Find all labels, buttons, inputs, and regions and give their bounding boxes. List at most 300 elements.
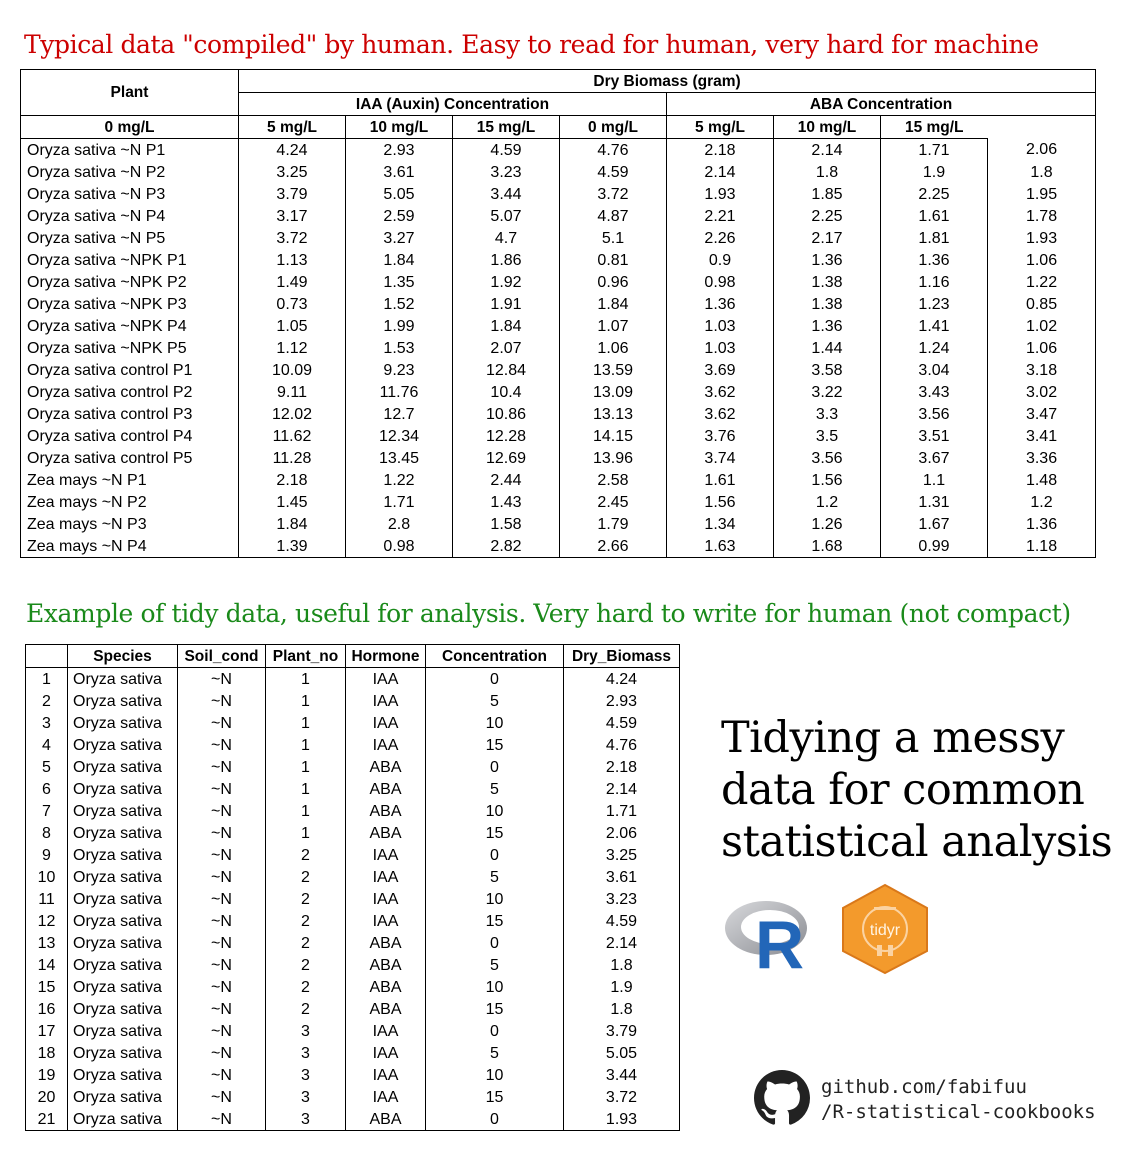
species-cell: Oryza sativa — [68, 690, 178, 712]
plant-name-cell: Zea mays ~N P2 — [21, 491, 239, 513]
biomass-value-cell: 3.56 — [881, 403, 988, 425]
biomass-value-cell: 1.36 — [881, 249, 988, 271]
plant-name-cell: Zea mays ~N P1 — [21, 469, 239, 491]
plant-no-cell: 3 — [266, 1042, 346, 1064]
plant-name-cell: Oryza sativa control P5 — [21, 447, 239, 469]
biomass-value-cell: 1.95 — [1025, 185, 1058, 203]
biomass-value-cell: 1.1 — [881, 469, 988, 491]
tidy-data-table — [25, 644, 680, 1131]
biomass-value-cell: 4.87 — [560, 205, 667, 227]
species-cell: Oryza sativa — [68, 888, 178, 910]
soil-cond-cell: ~N — [178, 800, 266, 822]
biomass-value-cell: 0.85 — [1025, 295, 1058, 313]
row-index-cell: 9 — [26, 844, 68, 866]
row-index-cell: 4 — [26, 734, 68, 756]
biomass-value-cell: 2.06 — [1025, 141, 1058, 159]
hormone-cell: IAA — [346, 844, 426, 866]
biomass-value-cell: 1.61 — [881, 205, 988, 227]
biomass-value-cell: 3.72 — [560, 183, 667, 205]
tagline — [721, 712, 1112, 868]
soil-cond-cell: ~N — [178, 756, 266, 778]
biomass-value-cell: 0.73 — [239, 293, 346, 315]
concentration-cell: 15 — [426, 910, 564, 932]
github-link[interactable] — [821, 1075, 1096, 1125]
plant-no-cell: 2 — [266, 954, 346, 976]
tidy-data-heading: Example of tidy data, useful for analysis. Very hard to write for human (not compact) — [26, 599, 1071, 628]
biomass-value-cell: 1.49 — [239, 271, 346, 293]
biomass-value-cell: 1.36 — [667, 293, 774, 315]
hormone-cell: ABA — [346, 976, 426, 998]
hormone-cell: IAA — [346, 866, 426, 888]
biomass-value-cell: 1.85 — [774, 183, 881, 205]
table-row — [26, 1086, 680, 1108]
biomass-value-cell: 1.03 — [667, 337, 774, 359]
biomass-value-cell: 1.36 — [774, 315, 881, 337]
soil-cond-cell: ~N — [178, 734, 266, 756]
table-row — [21, 139, 1096, 162]
table-row — [21, 513, 1096, 535]
biomass-value-cell: 2.07 — [453, 337, 560, 359]
biomass-value-cell: 14.15 — [560, 425, 667, 447]
plant-name-cell: Zea mays ~N P4 — [21, 535, 239, 558]
table-row — [21, 381, 1096, 403]
biomass-value-cell: 2.45 — [560, 491, 667, 513]
tagline-line-3: statistical analysis — [721, 817, 1113, 867]
plant-no-cell: 2 — [266, 976, 346, 998]
biomass-value-cell: 1.78 — [1025, 207, 1058, 225]
concentration-cell: 0 — [426, 932, 564, 954]
tidy-column-header: Soil_cond — [178, 645, 266, 668]
concentration-cell: 10 — [426, 800, 564, 822]
plant-name-cell: Oryza sativa ~N P2 — [21, 161, 239, 183]
biomass-value-cell: 13.45 — [346, 447, 453, 469]
biomass-value-cell: 3.61 — [346, 161, 453, 183]
row-index-cell: 18 — [26, 1042, 68, 1064]
concentration-cell: 10 — [426, 712, 564, 734]
table-row — [21, 535, 1096, 558]
hormone-cell: ABA — [346, 998, 426, 1020]
biomass-value-cell: 12.34 — [346, 425, 453, 447]
soil-cond-cell: ~N — [178, 998, 266, 1020]
table-row — [21, 315, 1096, 337]
plant-name-cell: Oryza sativa ~NPK P2 — [21, 271, 239, 293]
plant-name-cell: Oryza sativa control P4 — [21, 425, 239, 447]
species-cell: Oryza sativa — [68, 800, 178, 822]
soil-cond-cell: ~N — [178, 866, 266, 888]
tidy-column-header: Dry_Biomass — [564, 645, 680, 668]
biomass-value-cell: 3.51 — [881, 425, 988, 447]
dry-biomass-cell: 1.9 — [610, 978, 633, 996]
hormone-cell: IAA — [346, 888, 426, 910]
soil-cond-cell: ~N — [178, 690, 266, 712]
hormone-cell: IAA — [346, 712, 426, 734]
biomass-value-cell: 3.76 — [667, 425, 774, 447]
plant-no-cell: 1 — [266, 778, 346, 800]
biomass-value-cell: 3.58 — [774, 359, 881, 381]
table-row — [26, 866, 680, 888]
biomass-value-cell: 11.28 — [239, 447, 346, 469]
dry-biomass-cell: 2.14 — [605, 780, 638, 798]
row-index-cell: 20 — [26, 1086, 68, 1108]
plant-no-cell: 3 — [266, 1108, 346, 1131]
table-row — [26, 1042, 680, 1064]
biomass-value-cell: 1.22 — [1025, 273, 1058, 291]
concentration-cell: 5 — [426, 954, 564, 976]
biomass-value-cell: 1.45 — [239, 491, 346, 513]
biomass-value-cell: 3.27 — [346, 227, 453, 249]
hormone-cell: ABA — [346, 954, 426, 976]
species-cell: Oryza sativa — [68, 778, 178, 800]
tagline-line-1: Tidying a messy — [721, 713, 1065, 763]
biomass-value-cell: 2.14 — [774, 139, 881, 162]
table-row — [21, 469, 1096, 491]
biomass-value-cell: 2.25 — [774, 205, 881, 227]
biomass-value-cell: 1.24 — [881, 337, 988, 359]
messy-data-heading: Typical data "compiled" by human. Easy to read for human, very hard for machine — [24, 30, 1039, 59]
table-row — [26, 888, 680, 910]
concentration-cell: 0 — [426, 1108, 564, 1131]
table-row — [26, 734, 680, 756]
biomass-value-cell: 1.22 — [346, 469, 453, 491]
species-cell: Oryza sativa — [68, 822, 178, 844]
biomass-value-cell: 11.76 — [346, 381, 453, 403]
species-cell: Oryza sativa — [68, 844, 178, 866]
biomass-value-cell: 3.04 — [881, 359, 988, 381]
dry-biomass-cell: 2.18 — [605, 758, 638, 776]
plant-no-cell: 1 — [266, 668, 346, 691]
biomass-value-cell: 1.41 — [881, 315, 988, 337]
biomass-value-cell: 1.48 — [1025, 471, 1058, 489]
biomass-value-cell: 0.98 — [346, 535, 453, 558]
plant-no-cell: 2 — [266, 888, 346, 910]
soil-cond-cell: ~N — [178, 778, 266, 800]
biomass-value-cell: 1.52 — [346, 293, 453, 315]
tidyr-hex-logo-icon — [841, 883, 929, 975]
biomass-value-cell: 3.3 — [774, 403, 881, 425]
dry-biomass-cell: 4.76 — [605, 736, 638, 754]
biomass-value-cell: 3.62 — [667, 403, 774, 425]
table-row — [26, 668, 680, 691]
table-row — [26, 1064, 680, 1086]
biomass-value-cell: 9.11 — [239, 381, 346, 403]
concentration-header: 0 mg/L — [560, 116, 667, 139]
biomass-value-cell: 1.56 — [667, 491, 774, 513]
row-index-cell: 19 — [26, 1064, 68, 1086]
biomass-value-cell: 1.86 — [453, 249, 560, 271]
species-cell: Oryza sativa — [68, 998, 178, 1020]
soil-cond-cell: ~N — [178, 976, 266, 998]
biomass-value-cell: 1.8 — [1030, 163, 1053, 181]
hormone-cell: ABA — [346, 800, 426, 822]
biomass-value-cell: 2.82 — [453, 535, 560, 558]
dry-biomass-cell: 3.23 — [605, 890, 638, 908]
table-row — [26, 756, 680, 778]
biomass-value-cell: 1.99 — [346, 315, 453, 337]
table-row — [26, 910, 680, 932]
hormone-cell: IAA — [346, 1042, 426, 1064]
biomass-value-cell: 1.38 — [774, 293, 881, 315]
biomass-value-cell: 1.31 — [881, 491, 988, 513]
biomass-value-cell: 2.44 — [453, 469, 560, 491]
biomass-value-cell: 1.61 — [667, 469, 774, 491]
plant-column-header: Plant — [21, 70, 239, 116]
dry-biomass-header: Dry Biomass (gram) — [239, 70, 1096, 93]
biomass-value-cell: 1.84 — [453, 315, 560, 337]
species-cell: Oryza sativa — [68, 910, 178, 932]
hormone-cell: IAA — [346, 734, 426, 756]
biomass-value-cell: 3.56 — [774, 447, 881, 469]
plant-no-cell: 1 — [266, 800, 346, 822]
biomass-value-cell: 1.93 — [667, 183, 774, 205]
species-cell: Oryza sativa — [68, 866, 178, 888]
biomass-value-cell: 3.02 — [1025, 383, 1058, 401]
biomass-value-cell: 3.62 — [667, 381, 774, 403]
dry-biomass-cell: 3.44 — [605, 1066, 638, 1084]
aba-group-header: ABA Concentration — [667, 93, 1096, 116]
hormone-cell: ABA — [346, 756, 426, 778]
biomass-value-cell: 1.56 — [774, 469, 881, 491]
table-row — [26, 778, 680, 800]
biomass-value-cell: 1.26 — [774, 513, 881, 535]
biomass-value-cell: 1.81 — [881, 227, 988, 249]
row-index-cell: 10 — [26, 866, 68, 888]
concentration-cell: 0 — [426, 1020, 564, 1042]
table-row — [21, 205, 1096, 227]
plant-name-cell: Oryza sativa ~N P4 — [21, 205, 239, 227]
biomass-value-cell: 2.25 — [881, 183, 988, 205]
soil-cond-cell: ~N — [178, 910, 266, 932]
biomass-value-cell: 0.81 — [560, 249, 667, 271]
concentration-cell: 15 — [426, 734, 564, 756]
github-link-line-2: /R-statistical-cookbooks — [821, 1101, 1096, 1123]
plant-no-cell: 2 — [266, 910, 346, 932]
biomass-value-cell: 13.96 — [560, 447, 667, 469]
dry-biomass-cell: 4.59 — [605, 912, 638, 930]
concentration-cell: 0 — [426, 668, 564, 691]
table-row — [21, 227, 1096, 249]
concentration-header: 10 mg/L — [774, 116, 881, 139]
tidy-column-header — [26, 645, 68, 668]
concentration-cell: 10 — [426, 976, 564, 998]
biomass-value-cell: 1.71 — [346, 491, 453, 513]
concentration-header: 5 mg/L — [667, 116, 774, 139]
biomass-value-cell: 1.36 — [774, 249, 881, 271]
concentration-cell: 5 — [426, 690, 564, 712]
biomass-value-cell: 12.84 — [453, 359, 560, 381]
biomass-value-cell: 3.25 — [239, 161, 346, 183]
row-index-cell: 6 — [26, 778, 68, 800]
biomass-value-cell: 2.17 — [774, 227, 881, 249]
table-row — [21, 271, 1096, 293]
species-cell: Oryza sativa — [68, 1042, 178, 1064]
biomass-value-cell: 1.13 — [239, 249, 346, 271]
biomass-value-cell: 1.63 — [667, 535, 774, 558]
plant-name-cell: Zea mays ~N P3 — [21, 513, 239, 535]
github-icon — [754, 1070, 810, 1126]
biomass-value-cell: 13.59 — [560, 359, 667, 381]
plant-no-cell: 2 — [266, 932, 346, 954]
plant-no-cell: 2 — [266, 866, 346, 888]
species-cell: Oryza sativa — [68, 756, 178, 778]
concentration-cell: 15 — [426, 998, 564, 1020]
species-cell: Oryza sativa — [68, 954, 178, 976]
biomass-value-cell: 10.86 — [453, 403, 560, 425]
concentration-header: 10 mg/L — [346, 116, 453, 139]
table-row — [26, 800, 680, 822]
soil-cond-cell: ~N — [178, 712, 266, 734]
hormone-cell: IAA — [346, 1086, 426, 1108]
biomass-value-cell: 1.39 — [239, 535, 346, 558]
concentration-cell: 10 — [426, 888, 564, 910]
biomass-value-cell: 3.79 — [239, 183, 346, 205]
biomass-value-cell: 12.02 — [239, 403, 346, 425]
concentration-cell: 0 — [426, 844, 564, 866]
biomass-value-cell: 2.21 — [667, 205, 774, 227]
species-cell: Oryza sativa — [68, 1108, 178, 1131]
biomass-value-cell: 1.43 — [453, 491, 560, 513]
biomass-value-cell: 2.93 — [346, 139, 453, 162]
concentration-cell: 15 — [426, 822, 564, 844]
table-row — [21, 491, 1096, 513]
dry-biomass-cell: 3.72 — [605, 1088, 638, 1106]
biomass-value-cell: 12.7 — [346, 403, 453, 425]
table-row — [21, 425, 1096, 447]
biomass-value-cell: 3.44 — [453, 183, 560, 205]
table-row — [21, 337, 1096, 359]
dry-biomass-cell: 1.93 — [605, 1110, 638, 1128]
biomass-value-cell: 4.24 — [239, 139, 346, 162]
table-row — [26, 822, 680, 844]
biomass-value-cell: 2.66 — [560, 535, 667, 558]
dry-biomass-cell: 3.25 — [605, 846, 638, 864]
dry-biomass-cell: 2.93 — [605, 692, 638, 710]
dry-biomass-cell: 3.79 — [605, 1022, 638, 1040]
biomass-value-cell: 0.9 — [667, 249, 774, 271]
biomass-value-cell: 12.69 — [453, 447, 560, 469]
biomass-value-cell: 1.06 — [1025, 251, 1058, 269]
row-index-cell: 8 — [26, 822, 68, 844]
species-cell: Oryza sativa — [68, 1064, 178, 1086]
soil-cond-cell: ~N — [178, 932, 266, 954]
biomass-value-cell: 1.84 — [346, 249, 453, 271]
plant-no-cell: 3 — [266, 1064, 346, 1086]
biomass-value-cell: 2.8 — [346, 513, 453, 535]
biomass-value-cell: 4.59 — [560, 161, 667, 183]
row-index-cell: 2 — [26, 690, 68, 712]
soil-cond-cell: ~N — [178, 954, 266, 976]
biomass-value-cell: 5.07 — [453, 205, 560, 227]
concentration-cell: 5 — [426, 778, 564, 800]
hormone-cell: IAA — [346, 1064, 426, 1086]
row-index-cell: 11 — [26, 888, 68, 910]
biomass-value-cell: 1.93 — [1025, 229, 1058, 247]
row-index-cell: 3 — [26, 712, 68, 734]
tidy-column-header: Concentration — [426, 645, 564, 668]
biomass-value-cell: 3.18 — [1025, 361, 1058, 379]
plant-name-cell: Oryza sativa ~N P1 — [21, 139, 239, 162]
biomass-value-cell: 1.38 — [774, 271, 881, 293]
plant-no-cell: 1 — [266, 756, 346, 778]
biomass-value-cell: 2.14 — [667, 161, 774, 183]
biomass-value-cell: 4.76 — [560, 139, 667, 162]
table-row — [21, 183, 1096, 205]
biomass-value-cell: 3.17 — [239, 205, 346, 227]
row-index-cell: 17 — [26, 1020, 68, 1042]
table-row — [21, 447, 1096, 469]
species-cell: Oryza sativa — [68, 734, 178, 756]
biomass-value-cell: 2.59 — [346, 205, 453, 227]
biomass-value-cell: 1.92 — [453, 271, 560, 293]
biomass-value-cell: 0.98 — [667, 271, 774, 293]
biomass-value-cell: 4.7 — [453, 227, 560, 249]
biomass-value-cell: 1.9 — [881, 161, 988, 183]
row-index-cell: 13 — [26, 932, 68, 954]
dry-biomass-cell: 2.14 — [605, 934, 638, 952]
concentration-cell: 0 — [426, 756, 564, 778]
biomass-value-cell: 1.67 — [881, 513, 988, 535]
plant-name-cell: Oryza sativa ~NPK P5 — [21, 337, 239, 359]
soil-cond-cell: ~N — [178, 1020, 266, 1042]
biomass-value-cell: 1.18 — [1025, 537, 1058, 555]
biomass-value-cell: 1.2 — [1030, 493, 1053, 511]
biomass-value-cell: 1.91 — [453, 293, 560, 315]
biomass-value-cell: 3.67 — [881, 447, 988, 469]
biomass-value-cell: 3.74 — [667, 447, 774, 469]
hormone-cell: IAA — [346, 668, 426, 691]
table-row — [26, 690, 680, 712]
biomass-value-cell: 1.16 — [881, 271, 988, 293]
r-logo-icon — [722, 892, 814, 972]
table-row — [26, 844, 680, 866]
biomass-value-cell: 3.23 — [453, 161, 560, 183]
soil-cond-cell: ~N — [178, 844, 266, 866]
plant-name-cell: Oryza sativa ~NPK P4 — [21, 315, 239, 337]
dry-biomass-cell: 1.8 — [610, 1000, 633, 1018]
biomass-value-cell: 1.03 — [667, 315, 774, 337]
biomass-value-cell: 3.72 — [239, 227, 346, 249]
biomass-value-cell: 1.53 — [346, 337, 453, 359]
dry-biomass-cell: 5.05 — [605, 1044, 638, 1062]
iaa-group-header: IAA (Auxin) Concentration — [239, 93, 667, 116]
concentration-header: 15 mg/L — [881, 116, 988, 139]
biomass-value-cell: 1.07 — [560, 315, 667, 337]
biomass-value-cell: 5.05 — [346, 183, 453, 205]
biomass-value-cell: 1.35 — [346, 271, 453, 293]
concentration-cell: 5 — [426, 1042, 564, 1064]
biomass-value-cell: 3.47 — [1025, 405, 1058, 423]
table-row — [26, 976, 680, 998]
table-row — [21, 249, 1096, 271]
hormone-cell: IAA — [346, 910, 426, 932]
row-index-cell: 16 — [26, 998, 68, 1020]
hormone-cell: ABA — [346, 778, 426, 800]
biomass-value-cell: 1.84 — [560, 293, 667, 315]
row-index-cell: 14 — [26, 954, 68, 976]
soil-cond-cell: ~N — [178, 1086, 266, 1108]
row-index-cell: 12 — [26, 910, 68, 932]
species-cell: Oryza sativa — [68, 668, 178, 691]
plant-name-cell: Oryza sativa ~N P5 — [21, 227, 239, 249]
concentration-header: 15 mg/L — [453, 116, 560, 139]
hormone-cell: ABA — [346, 822, 426, 844]
dry-biomass-cell: 3.61 — [605, 868, 638, 886]
soil-cond-cell: ~N — [178, 668, 266, 691]
table-row — [26, 998, 680, 1020]
biomass-value-cell: 1.36 — [1025, 515, 1058, 533]
species-cell: Oryza sativa — [68, 976, 178, 998]
biomass-value-cell: 1.02 — [1025, 317, 1058, 335]
biomass-value-cell: 1.05 — [239, 315, 346, 337]
